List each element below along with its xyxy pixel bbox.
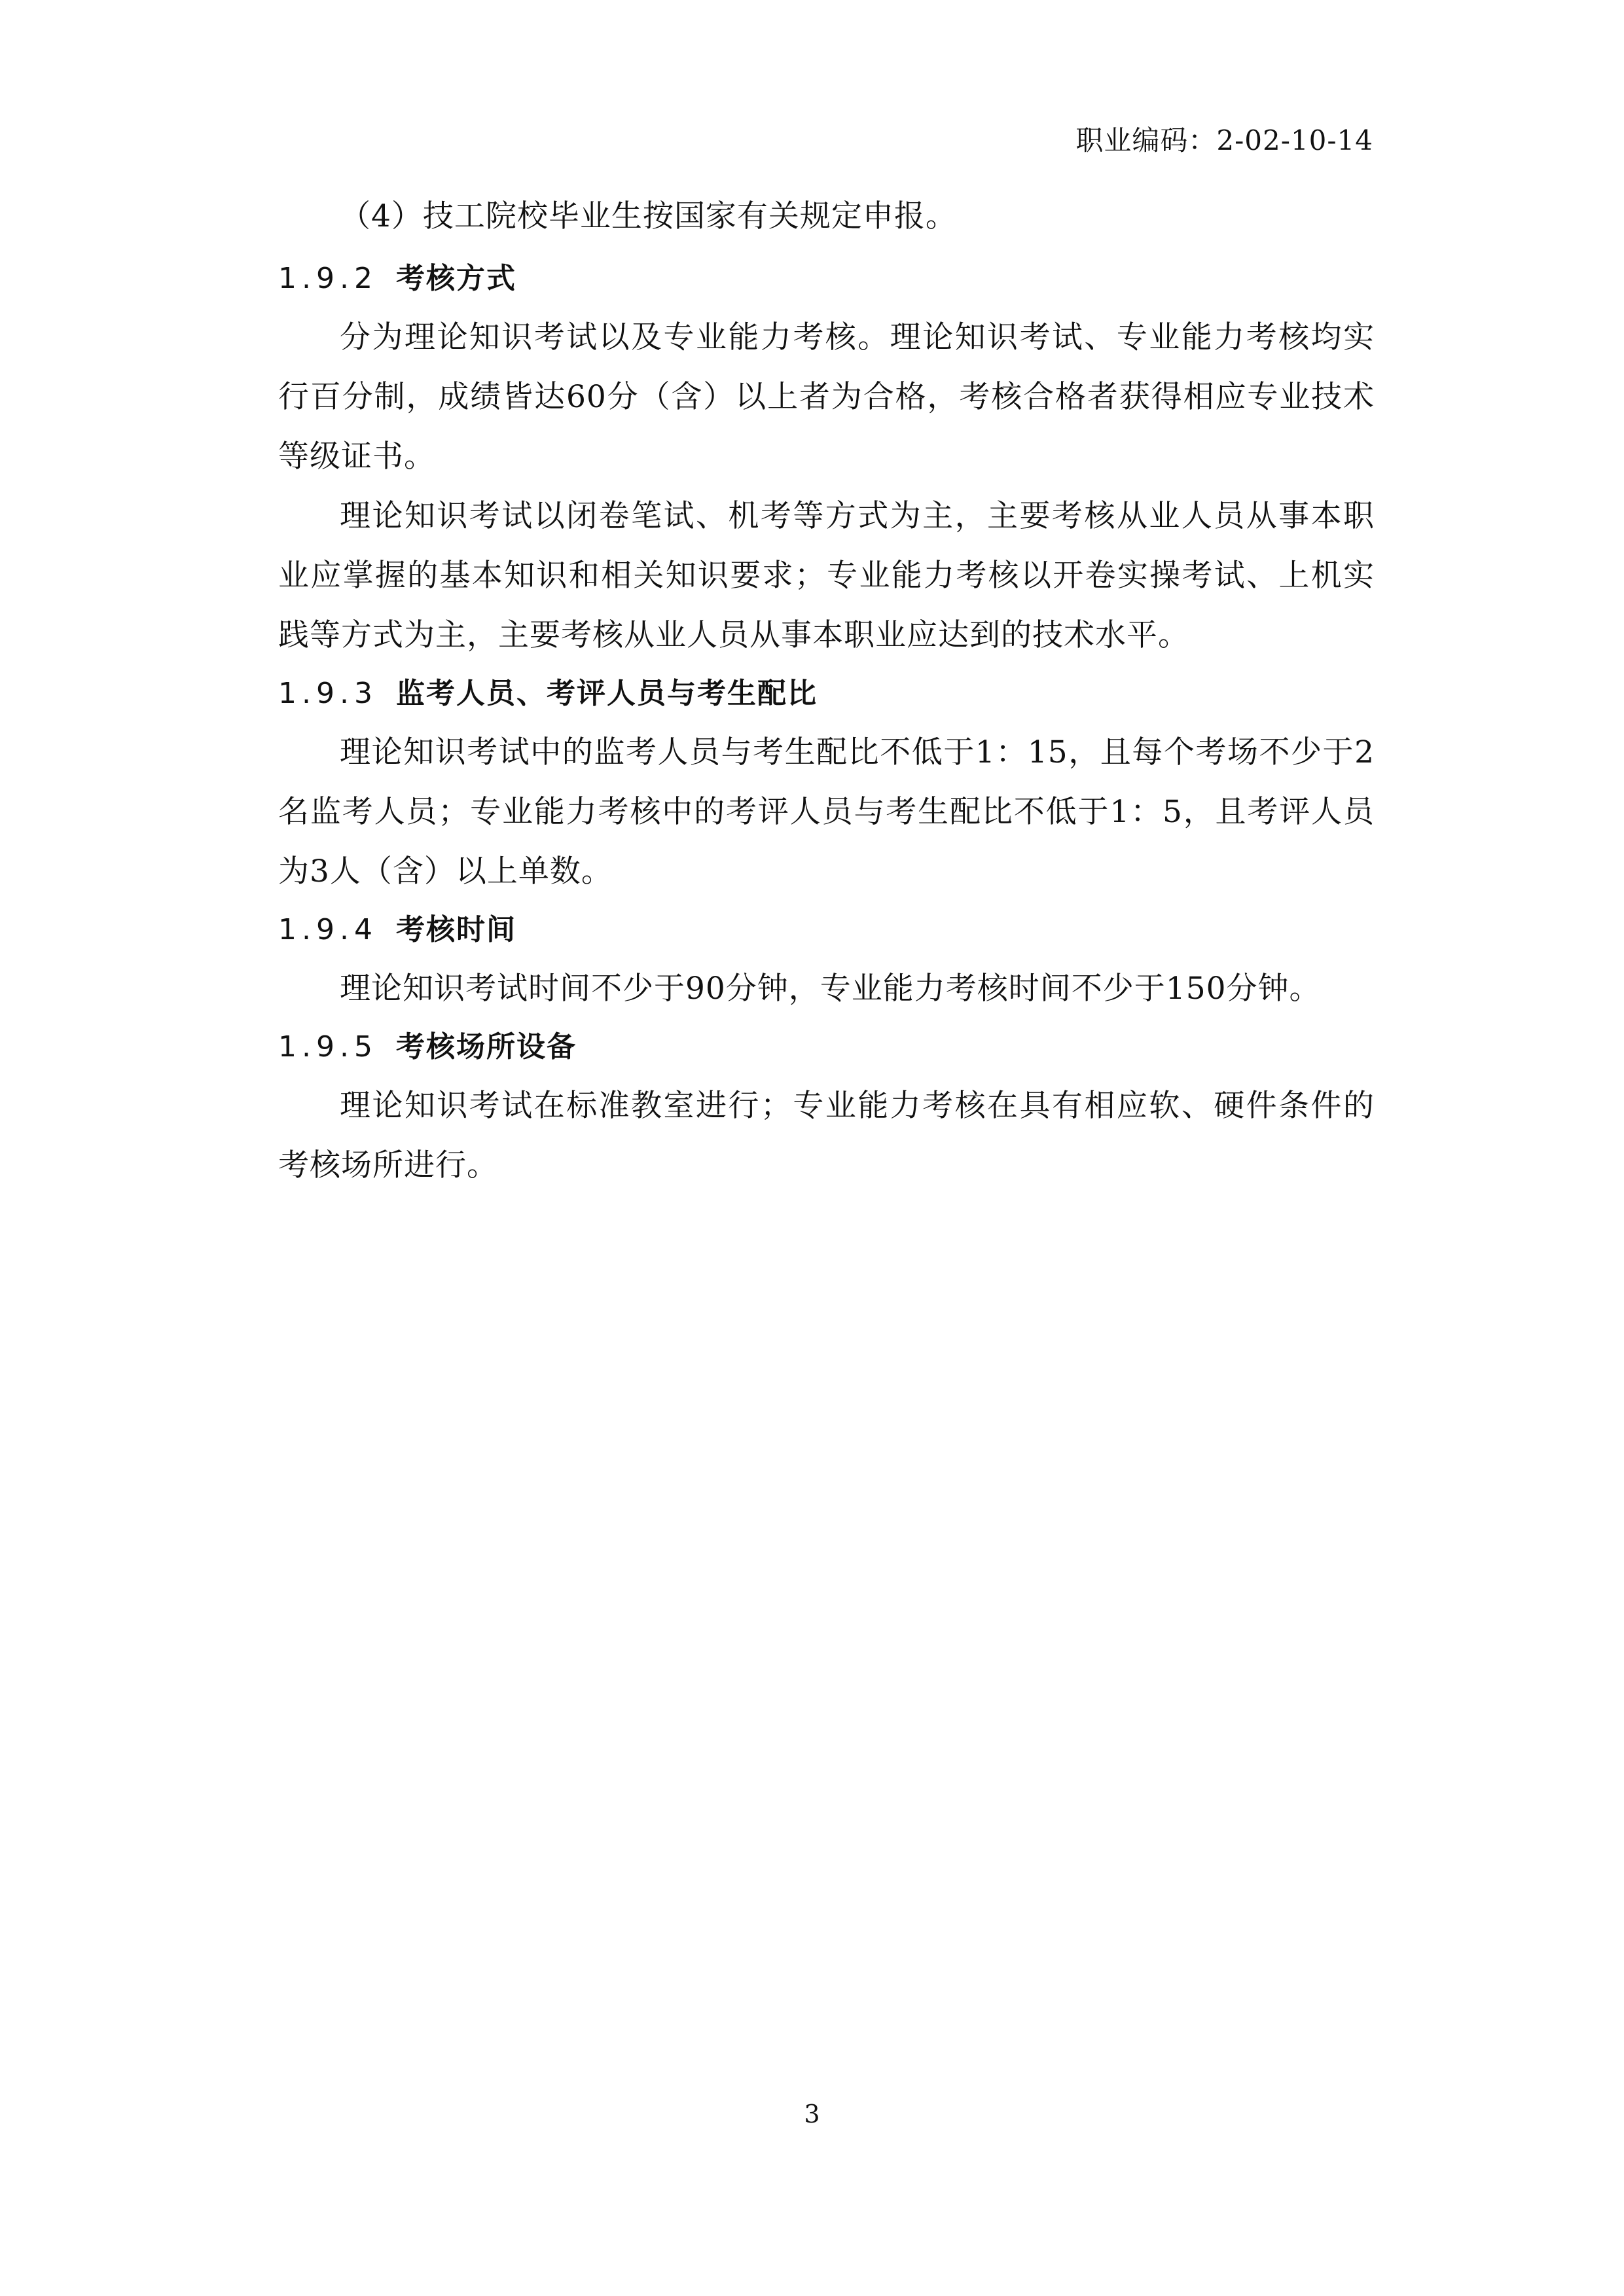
section-paragraph: 理论知识考试在标准教室进行；专业能力考核在具有相应软、硬件条件的考核场所进行。	[278, 1088, 1375, 1183]
section-title: 监考人员、考评人员与考生配比	[396, 677, 818, 710]
section-paragraph: 理论知识考试以闭卷笔试、机考等方式为主，主要考核从业人员从事本职业应掌握的基本知识和相关知识要求；专业能力考核以开卷实操考试、上机实践等方式为主，主要考核从业人员从事本职业应达到的技术水平。	[278, 498, 1375, 653]
section-paragraph: 理论知识考试时间不少于90分钟，专业能力考核时间不少于150分钟。	[340, 971, 1321, 1007]
section-number: 1.9.5	[278, 1030, 378, 1064]
section-paragraph: 分为理论知识考试以及专业能力考核。理论知识考试、专业能力考核均实行百分制，成绩皆达60分（含）以上者为合格，考核合格者获得相应专业技术等级证书。	[278, 319, 1375, 475]
section-title: 考核时间	[396, 913, 516, 946]
section-heading-1-9-4	[278, 901, 1375, 959]
section-heading-1-9-3	[278, 665, 1375, 723]
section-number: 1.9.2	[278, 262, 378, 295]
section-number: 1.9.3	[278, 677, 378, 710]
section-paragraph: 理论知识考试中的监考人员与考生配比不低于1：15，且每个考场不少于2名监考人员；专业能力考核中的考评人员与考生配比不低于1：5，且考评人员为3人（含）以上单数。	[278, 734, 1375, 889]
page-number: 3	[804, 2100, 820, 2128]
occupation-code: 职业编码：2-02-10-14	[1075, 124, 1373, 156]
section-title: 考核方式	[396, 262, 516, 295]
section-number: 1.9.4	[278, 913, 378, 946]
document-body	[278, 187, 1375, 1195]
intro-paragraph: （4）技工院校毕业生按国家有关规定申报。	[340, 198, 957, 234]
section-heading-1-9-5	[278, 1018, 1375, 1076]
section-title: 考核场所设备	[396, 1030, 577, 1064]
section-heading-1-9-2	[278, 250, 1375, 308]
